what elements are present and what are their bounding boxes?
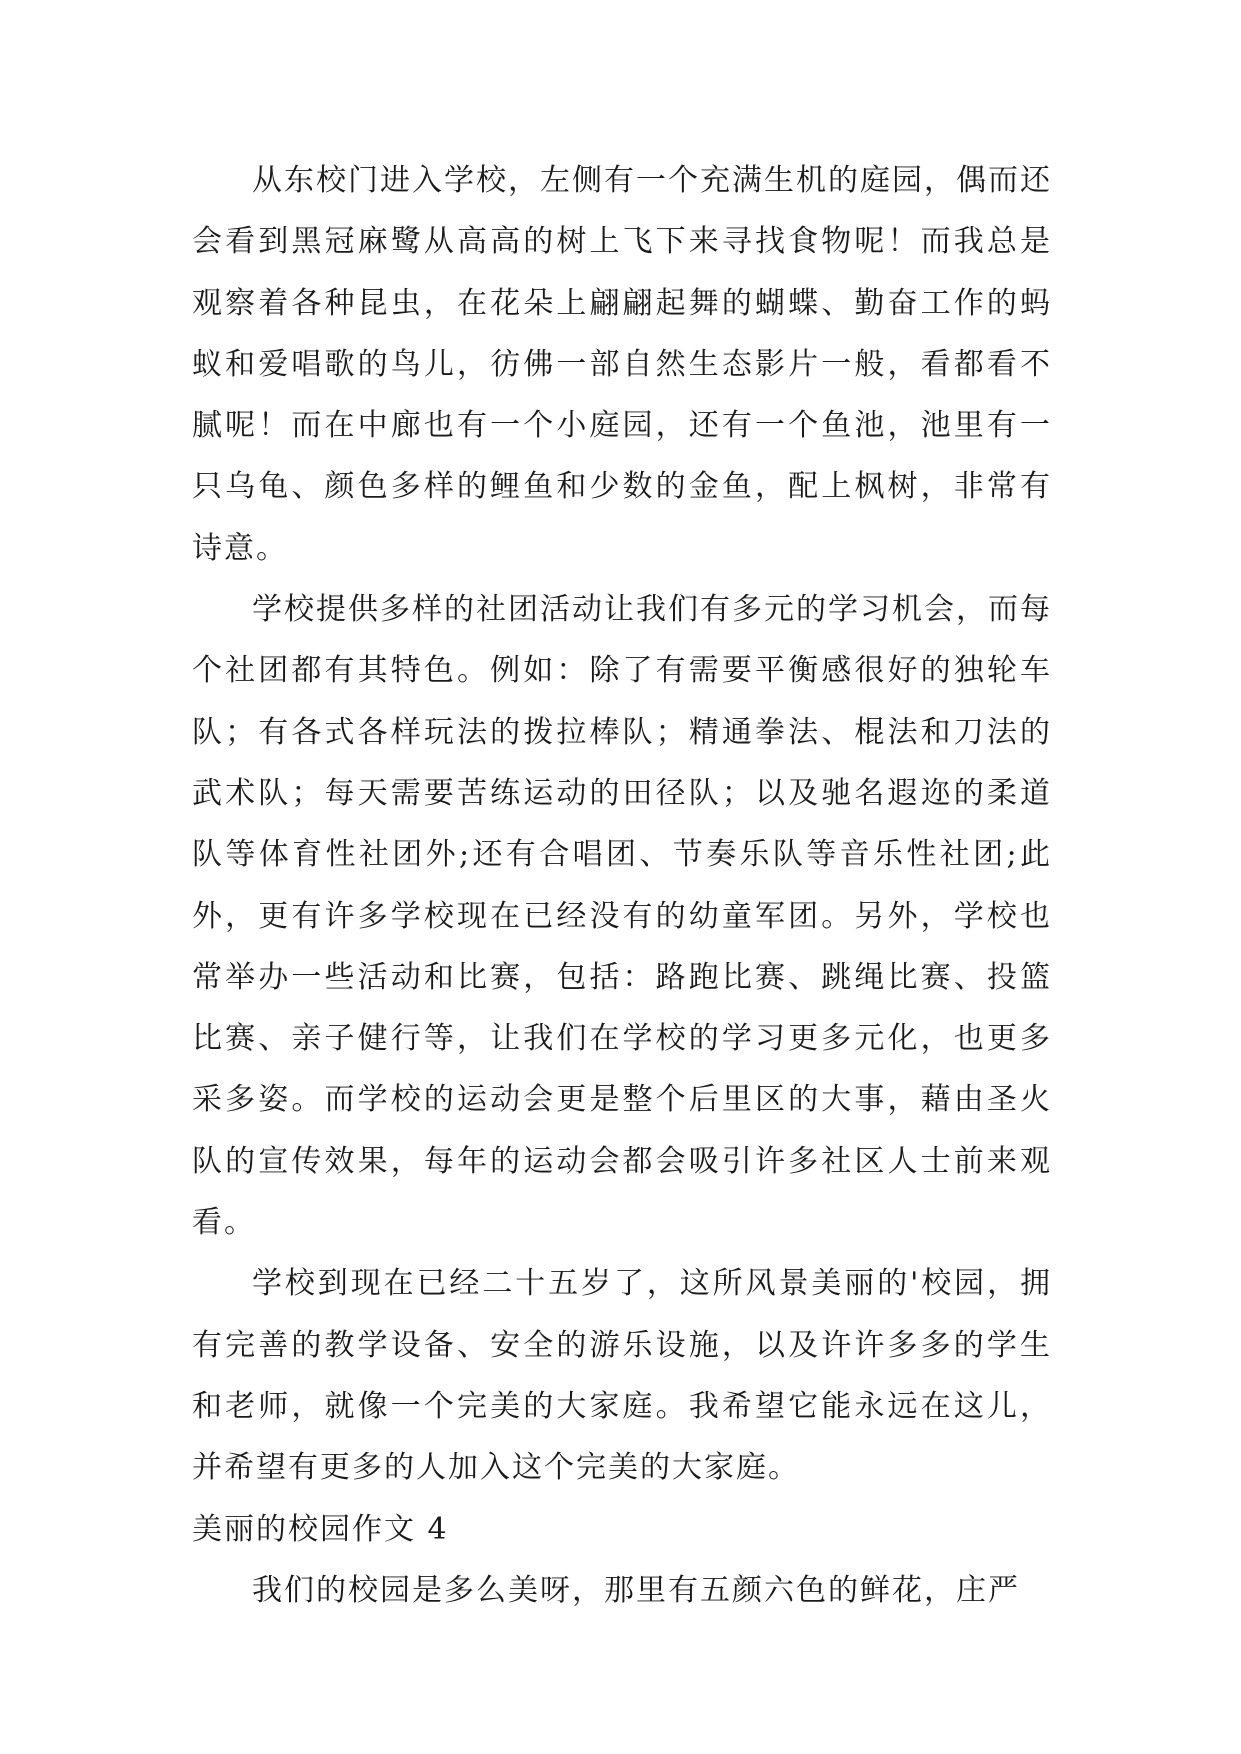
paragraph-school-age: 学校到现在已经二十五岁了，这所风景美丽的'校园，拥有完善的教学设备、安全的游乐设施，以及许许多多的学生和老师，就像一个完美的大家庭。我希望它能永远在这儿，并希望有更多的人加入这个完美的大家庭。 xyxy=(192,1266,1052,1486)
paragraph-clubs: 学校提供多样的社团活动让我们有多元的学习机会，而每个社团都有其特色。例如：除了有需要平衡感很好的独轮车队；有各式各样玩法的拨拉棒队；精通拳法、棍法和刀法的武术队；每天需要苦练运动的田径队；以及驰名遐迩的柔道队等体育性社团外;还有合唱团、节奏乐队等音乐性社团;此外，更有许多学校现在已经没有的幼童军团。另外，学校也常举办一些活动和比赛，包括：路跑比赛、跳绳比赛、投篮比赛、亲子健行等，让我们在学校的学习更多元化，也更多采多姿。而学校的运动会更是整个后里区的大事，藉由圣火队的宣传效果，每年的运动会都会吸引许多社区人士前来观看。 xyxy=(192,592,1052,1241)
document-page xyxy=(192,150,1052,1621)
paragraph-garden: 从东校门进入学校，左侧有一个充满生机的庭园，偶而还会看到黑冠麻鹭从高高的树上飞下来寻找食物呢！而我总是观察着各种昆虫，在花朵上翩翩起舞的蝴蝶、勤奋工作的蚂蚁和爱唱歌的鸟儿，彷佛一部自然生态影片一般，看都看不腻呢！而在中廊也有一个小庭园，还有一个鱼池，池里有一只乌龟、颜色多样的鲤鱼和少数的金鱼，配上枫树，非常有诗意。 xyxy=(192,163,1052,566)
paragraph-campus-intro: 我们的校园是多么美呀，那里有五颜六色的鲜花，庄严 xyxy=(252,1572,1020,1608)
section-heading: 美丽的校园作文 4 xyxy=(192,1511,449,1547)
